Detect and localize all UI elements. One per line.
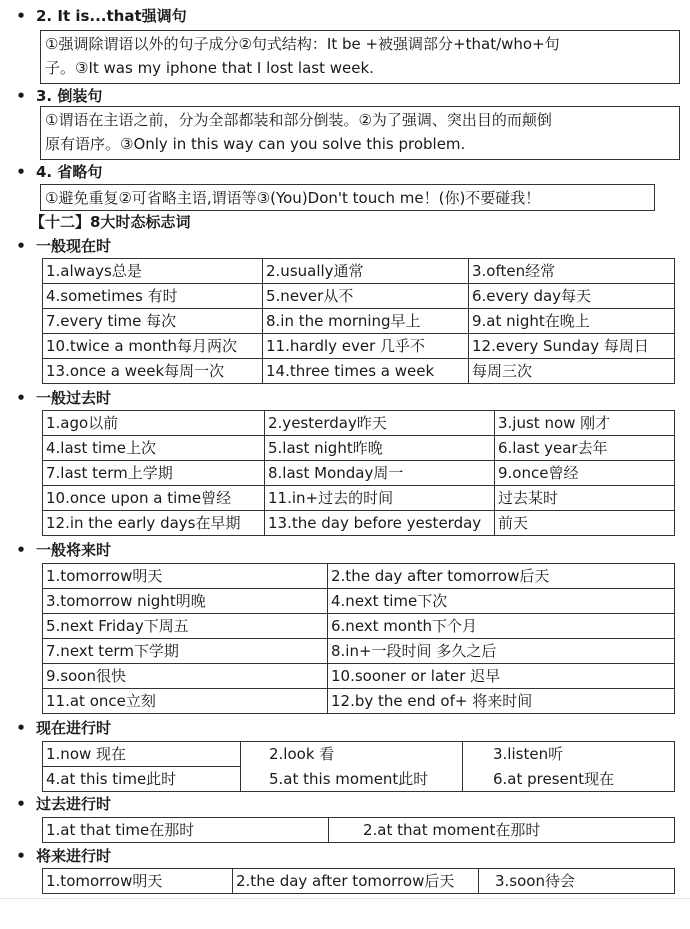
bullet-mark: • — [16, 795, 26, 813]
tense-title: 一般现在时 — [36, 237, 112, 255]
table-row — [43, 436, 675, 461]
table-cell: 13.once a week每周一次 — [43, 359, 263, 384]
table-cell: 4.at this time此时 — [43, 767, 241, 792]
table-cell: 12.every Sunday 每周日 — [469, 334, 675, 359]
table-row — [43, 411, 675, 436]
section-title: 2. It is...that强调句 — [36, 7, 187, 25]
table-row — [43, 664, 675, 689]
table-cell: 12.in the early days在早期 — [43, 511, 265, 536]
table-cell: 13.the day before yesterday — [265, 511, 495, 536]
tense-title: 过去进行时 — [36, 795, 112, 813]
table-row — [43, 511, 675, 536]
table-cell: 9.once曾经 — [495, 461, 675, 486]
table-row — [43, 639, 675, 664]
section-box-ellipsis — [40, 184, 655, 211]
page-bottom-margin — [0, 898, 690, 929]
table-row — [43, 869, 675, 894]
table-cell: 9.soon很快 — [43, 664, 328, 689]
table-row — [43, 284, 675, 309]
table-cell: 6.every day每天 — [469, 284, 675, 309]
bullet-mark: • — [16, 87, 26, 105]
table-cell: 2.the day after tomorrow后天 — [328, 564, 675, 589]
table-cell: 6.at present现在 — [463, 767, 675, 792]
table-row — [43, 564, 675, 589]
table-cell: 7.next term下学期 — [43, 639, 328, 664]
table-cell: 1.always总是 — [43, 259, 263, 284]
tense-heading-future-continuous — [14, 846, 111, 866]
bullet-mark: • — [16, 389, 26, 407]
section-title: 3. 倒装句 — [36, 87, 103, 105]
table-cell: 3.often经常 — [469, 259, 675, 284]
table-row — [43, 309, 675, 334]
table-cell: 10.twice a month每月两次 — [43, 334, 263, 359]
table-cell: 1.now 现在 — [43, 742, 241, 767]
tense-heading-simple-present — [14, 236, 111, 256]
table-cell: 3.just now 刚才 — [495, 411, 675, 436]
table-cell: 5.next Friday下周五 — [43, 614, 328, 639]
box-line: ①强调除谓语以外的句子成分②句式结构：It be +被强调部分+that/who+句 — [45, 35, 560, 53]
table-cell: 12.by the end of+ 将来时间 — [328, 689, 675, 714]
table-row — [43, 589, 675, 614]
bullet-mark: • — [16, 541, 26, 559]
table-cell: 7.last term上学期 — [43, 461, 265, 486]
section-title: 4. 省略句 — [36, 163, 103, 181]
table-cell: 5.last night昨晚 — [265, 436, 495, 461]
table-cell: 5.at this moment此时 — [241, 767, 463, 792]
table-cell: 3.listen听 — [463, 742, 675, 767]
table-cell: 8.in the morning早上 — [263, 309, 469, 334]
bullet-mark: • — [16, 719, 26, 737]
table-simple-present — [42, 258, 675, 384]
table-cell: 10.once upon a time曾经 — [43, 486, 265, 511]
table-cell: 2.usually通常 — [263, 259, 469, 284]
table-row — [43, 742, 675, 767]
tense-heading-past-continuous — [14, 794, 111, 814]
bullet-mark: • — [16, 163, 26, 181]
table-cell: 1.ago以前 — [43, 411, 265, 436]
table-present-continuous — [42, 741, 675, 792]
section-heading-ellipsis — [14, 162, 102, 182]
bullet-mark: • — [16, 237, 26, 255]
table-cell: 4.next time下次 — [328, 589, 675, 614]
table-row — [43, 767, 675, 792]
tense-heading-simple-past — [14, 388, 111, 408]
table-row — [43, 359, 675, 384]
table-cell: 3.soon待会 — [479, 869, 675, 894]
table-cell: 4.sometimes 有时 — [43, 284, 263, 309]
table-cell: 11.at once立刻 — [43, 689, 328, 714]
table-cell: 9.at night在晚上 — [469, 309, 675, 334]
section-heading-emphatic — [14, 6, 187, 26]
table-row — [43, 461, 675, 486]
section-box-inversion — [40, 106, 680, 160]
tense-heading-present-continuous — [14, 718, 111, 738]
tense-title: 将来进行时 — [36, 847, 112, 865]
table-row — [43, 614, 675, 639]
bullet-mark: • — [16, 847, 26, 865]
table-cell: 8.last Monday周一 — [265, 461, 495, 486]
table-cell: 每周三次 — [469, 359, 675, 384]
table-cell: 3.tomorrow night明晚 — [43, 589, 328, 614]
bullet-mark: • — [16, 7, 26, 25]
box-line: 原有语序。③Only in this way can you solve this problem. — [45, 135, 466, 153]
table-cell: 2.yesterday昨天 — [265, 411, 495, 436]
table-row — [43, 689, 675, 714]
table-cell: 5.never从不 — [263, 284, 469, 309]
table-row — [43, 486, 675, 511]
table-row — [43, 334, 675, 359]
table-cell: 8.in+一段时间 多久之后 — [328, 639, 675, 664]
table-cell: 6.last year去年 — [495, 436, 675, 461]
box-line: ①避免重复②可省略主语,谓语等③(You)Don't touch me！(你)不要碰我！ — [45, 189, 541, 207]
table-cell: 1.at that time在那时 — [43, 818, 329, 843]
table-cell: 7.every time 每次 — [43, 309, 263, 334]
table-cell: 前天 — [495, 511, 675, 536]
tense-title: 现在进行时 — [36, 719, 112, 737]
section-box-emphatic — [40, 30, 680, 84]
chapter-title: 【十二】8大时态标志词 — [30, 213, 191, 231]
box-line: ①谓语在主语之前，分为全部都装和部分倒装。②为了强调、突出目的而颠倒 — [45, 111, 552, 129]
tense-title: 一般将来时 — [36, 541, 112, 559]
table-future-continuous — [42, 868, 675, 894]
table-cell: 1.tomorrow明天 — [43, 869, 233, 894]
tense-title: 一般过去时 — [36, 389, 112, 407]
tense-heading-simple-future — [14, 540, 111, 560]
table-cell: 10.sooner or later 迟早 — [328, 664, 675, 689]
table-simple-past — [42, 410, 675, 536]
table-cell: 过去某时 — [495, 486, 675, 511]
table-simple-future — [42, 563, 675, 714]
table-cell: 1.tomorrow明天 — [43, 564, 328, 589]
table-past-continuous — [42, 817, 675, 843]
table-cell: 4.last time上次 — [43, 436, 265, 461]
table-cell: 2.look 看 — [241, 742, 463, 767]
table-cell: 2.at that moment在那时 — [329, 818, 675, 843]
table-cell: 11.hardly ever 几乎不 — [263, 334, 469, 359]
table-row — [43, 818, 675, 843]
table-cell: 2.the day after tomorrow后天 — [233, 869, 479, 894]
table-cell: 6.next month下个月 — [328, 614, 675, 639]
table-cell: 14.three times a week — [263, 359, 469, 384]
table-cell: 11.in+过去的时间 — [265, 486, 495, 511]
box-line: 子。③It was my iphone that I lost last week. — [45, 59, 374, 77]
section-heading-inversion — [14, 86, 102, 106]
table-row — [43, 259, 675, 284]
